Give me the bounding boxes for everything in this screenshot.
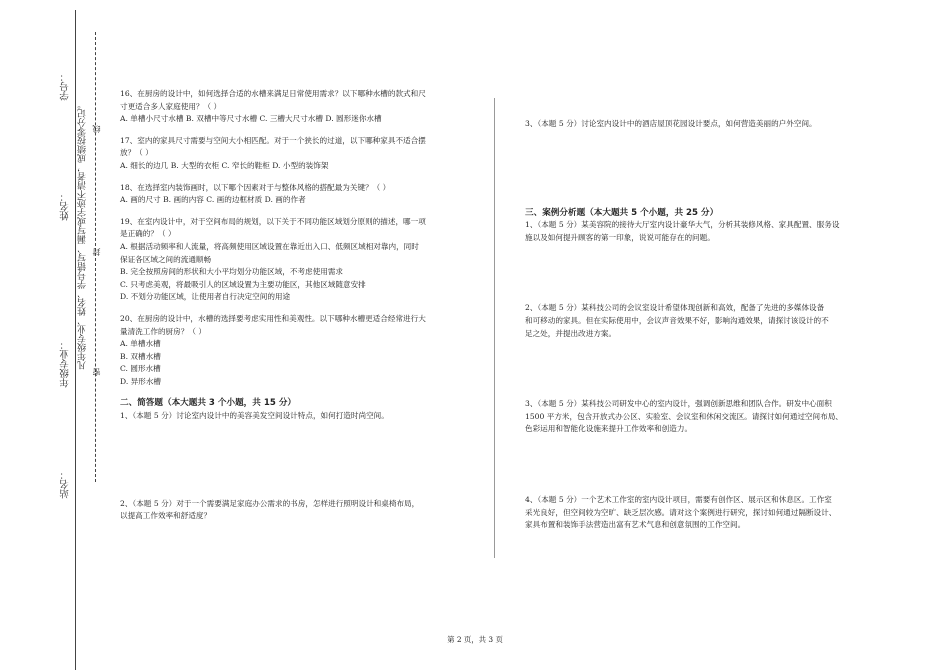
question-text: 18、在选择室内装饰画时，以下哪个因素对于与整体风格的搭配最为关键？（ ） <box>120 182 391 192</box>
binding-margin <box>0 0 110 672</box>
case-2-line3: 足之处，并提出改进方案。 <box>525 328 617 338</box>
case-4-line3: 家具布置和装饰手法营造出富有艺术气息和创意氛围的工作空间。 <box>525 520 746 530</box>
question-20 <box>120 313 465 389</box>
question-option: C. 只考虑美观，将最吸引人的区域设置为主要功能区，其他区域随意安排 <box>120 279 366 289</box>
question-text: 寸更适合多人家庭使用？（ ） <box>120 101 222 111</box>
binding-solid-line <box>75 10 76 670</box>
binding-mark-mi: 密 <box>92 368 101 376</box>
question-18 <box>120 182 465 207</box>
question-options: A. 细长的边几 B. 大型的衣柜 C. 窄长的鞋柜 D. 小型的装饰架 <box>120 160 329 170</box>
case-4-line2: 采光良好，但空间较为空旷、缺乏层次感。请对这个案例进行研究，探讨如何通过隔断设计、 <box>525 507 837 517</box>
question-option: A. 单槽水槽 <box>120 339 161 349</box>
short-answer-2-line2: 以提高工作效率和舒适度？ <box>120 511 212 521</box>
question-option: D. 不划分功能区域，让使用者自行决定空间的用途 <box>120 292 291 302</box>
question-text: 量清洗工作的厨房？（ ） <box>120 326 206 336</box>
binding-mark-feng: 封 <box>92 248 101 256</box>
question-text: 20、在厨房的设计中，水槽的选择要考虑实用性和美观性。以下哪种水槽更适合经常进行大 <box>120 313 426 323</box>
case-1-line1: 1、（本题 5 分）某美容院的接待大厅室内设计豪华大气，分析其装修风格、家具配置、服务设 <box>525 220 840 230</box>
page-footer: 第 2 页，共 3 页 <box>447 635 503 644</box>
short-answer-3: 3、（本题 5 分）讨论室内设计中的酒店屋顶花园设计要点，如何营造美丽的户外空间。 <box>525 119 817 128</box>
label-name: 姓名： <box>60 192 71 221</box>
binding-mark-xian: 线 <box>92 125 101 133</box>
column-divider <box>494 98 495 558</box>
question-text: 是正确的？（ ） <box>120 229 176 239</box>
label-major: 年级专业： <box>60 340 71 388</box>
case-3-line2: 1500 平方米，包含开放式办公区、实验室、会议室和休闲交流区。请探讨如何通过空间布局、 <box>525 411 843 421</box>
question-text: 17、室内的家具尺寸需要与空间大小相匹配。对于一个狭长的过道，以下哪种家具不适合摆 <box>120 135 426 145</box>
section-2-title: 二、简答题（本大题共 3 个小题，共 15 分） <box>120 398 297 409</box>
case-2-line2: 和可移动的家具。但在实际使用中，会议声音效果不好，影响沟通效果，请探讨该设计的不 <box>525 315 829 325</box>
case-3-line3: 色彩运用和智能化设施来提升工作效率和创造力。 <box>525 424 693 434</box>
question-options: A. 单槽小尺寸水槽 B. 双槽中等尺寸水槽 C. 三槽大尺寸水槽 D. 圆形迷你水槽 <box>120 114 382 124</box>
question-text: 16、在厨房的设计中，如何选择合适的水槽来满足日常使用需求？以下哪种水槽的款式和尺 <box>120 89 426 98</box>
case-1-line2: 施以及如何提升顾客的第一印象，说说可能存在的问题。 <box>525 232 715 242</box>
section-3-title: 三、案例分析题（本大题共 5 个小题，共 25 分） <box>525 207 719 218</box>
case-2-line1: 2、（本题 5 分）某科技公司的会议室设计希望体现创新和高效，配备了先进的多媒体设备 <box>525 303 825 313</box>
label-student-id: 学号： <box>60 72 71 101</box>
question-option: C. 圆形水槽 <box>120 364 161 374</box>
question-option: 保证各区域之间的流通顺畅 <box>120 254 212 264</box>
question-option: B. 双槽水槽 <box>120 351 161 361</box>
question-option: A. 根据活动频率和人流量，将高频使用区域设置在靠近出入口、低频区域相对靠内，同时 <box>120 241 419 251</box>
case-3-line1: 3、（本题 5 分）某科技公司研发中心的室内设计，强调创新思维和团队合作。研发中心面积 <box>525 399 832 409</box>
case-4-line1: 4、（本题 5 分）一个艺术工作室的室内设计项目，需要有创作区、展示区和休息区。工作室 <box>525 494 832 504</box>
short-answer-2-line1: 2、（本题 5 分）对于一个需要满足家庭办公需求的书房，怎样进行照明设计和桌椅布局， <box>120 498 420 508</box>
question-text: 19、在室内设计中，对于空间布局的规划，以下关于不同功能区域划分原则的描述，哪一项 <box>120 216 426 226</box>
question-text: 放？（ ） <box>120 148 153 158</box>
right-column <box>525 118 870 532</box>
short-answer-1: 1、（本题 5 分）讨论室内设计中的美容美发空间设计特点，如何打造时尚空间。 <box>120 411 389 421</box>
question-options: A. 画的尺寸 B. 画的内容 C. 画的边框材质 D. 画的作者 <box>120 195 306 205</box>
question-option: D. 异形水槽 <box>120 376 162 386</box>
binding-dashed-line <box>95 32 96 482</box>
question-19 <box>120 216 465 304</box>
label-site: 站名： <box>60 470 71 499</box>
question-option: B. 完全按照房间的形状和大小平均划分功能区域，不考虑使用需求 <box>120 267 344 277</box>
left-column <box>120 88 465 523</box>
binding-instruction: 凡年级专业、姓名、学号错写、漏写或字迹不清者，成绩按零分记。 <box>78 100 88 370</box>
question-16 <box>120 88 465 126</box>
question-17 <box>120 135 465 173</box>
